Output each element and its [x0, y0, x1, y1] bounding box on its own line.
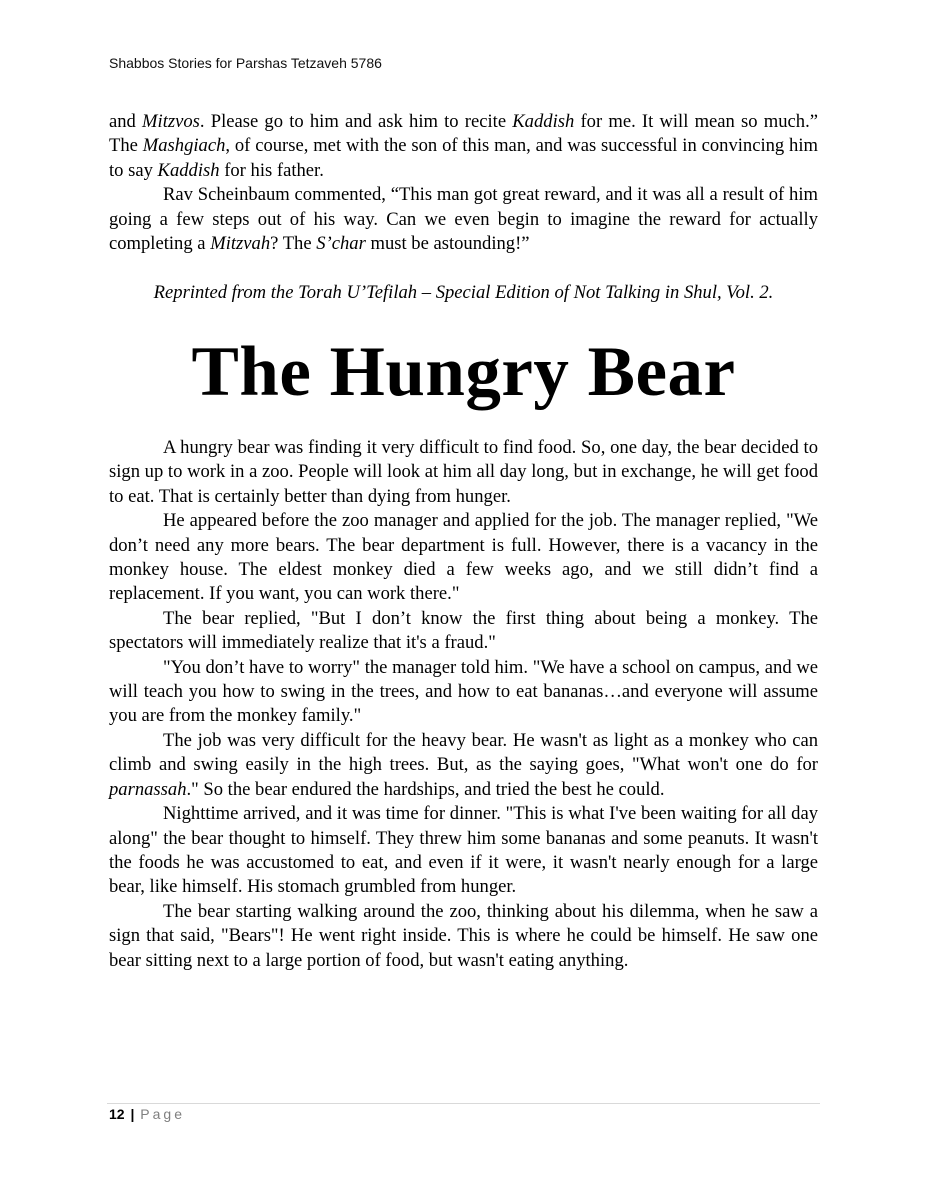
paragraph: Rav Scheinbaum commented, “This man got great reward, and it was all a result of him going a few steps out of his way. Can we even begin to imagine the reward for actually completing a Mitzvah? The S’char must be astounding!” — [109, 184, 818, 255]
italic-term: Kaddish — [157, 159, 220, 181]
story-paragraph: "You don’t have to worry" the manager told him. "We have a school on campus, and we will teach you how to swing in the trees, and how to eat bananas…and everyone will assume you are from the monkey family." — [109, 656, 818, 727]
page-label: Page — [140, 1106, 185, 1122]
italic-term: S’char — [316, 233, 366, 255]
story-paragraph: He appeared before the zoo manager and applied for the job. The manager replied, "We don’t need any more bears. The bear department is full. However, there is a vacancy in the monkey house. The eldest monkey died a few weeks ago, and we still didn’t find a replacement. If you want, you can work there." — [109, 510, 818, 605]
previous-story-ending — [109, 110, 818, 256]
story-paragraph: The job was very difficult for the heavy bear. He wasn't as light as a monkey who can climb and swing easily in the high trees. But, as the saying goes, "What won't one do for parnassah." So the bear endured the hardships, and tried the best he could. — [109, 729, 818, 800]
italic-term: Mitzvah — [210, 233, 271, 255]
page-separator: | — [130, 1106, 135, 1122]
story-paragraph: Nighttime arrived, and it was time for dinner. "This is what I've been waiting for all day along" the bear thought to himself. They threw him some bananas and some peanuts. It wasn't the foods he was accustomed to eat, and even if it were, it wasn't nearly enough for a large bear, like himself. His stomach grumbled from hunger. — [109, 803, 818, 898]
story-paragraph: A hungry bear was finding it very difficult to find food. So, one day, the bear decided to sign up to work in a zoo. People will look at him all day long, but in exchange, he will get food to eat. That is certainly better than dying from hunger. — [109, 437, 818, 507]
story-body — [109, 436, 818, 973]
page-footer — [109, 1106, 185, 1122]
story-title: The Hungry Bear — [191, 333, 736, 411]
paragraph: and Mitzvos. Please go to him and ask him to recite Kaddish for me. It will mean so much.” The Mashgiach, of course, met with the son of this man, and was successful in convincing him to say Kaddish for his father. — [109, 111, 818, 181]
italic-term: Mitzvos — [142, 111, 200, 132]
italic-term: Kaddish — [512, 111, 575, 132]
source-credit: Reprinted from the Torah U’Tefilah – Special Edition of Not Talking in Shul, Vol. 2. — [153, 282, 774, 303]
footer-divider — [107, 1103, 820, 1104]
page-number: 12 — [109, 1106, 125, 1122]
story-paragraph: The bear replied, "But I don’t know the first thing about being a monkey. The spectators will immediately realize that it's a fraud." — [109, 607, 818, 654]
story-paragraph: The bear starting walking around the zoo, thinking about his dilemma, when he saw a sign that said, "Bears"! He went right inside. This is where he could be himself. He saw one bear sitting next to a large portion of food, but wasn't eating anything. — [109, 900, 818, 971]
running-header: Shabbos Stories for Parshas Tetzaveh 5786 — [109, 55, 382, 71]
italic-term: parnassah — [109, 778, 187, 800]
italic-term: Mashgiach — [142, 135, 226, 157]
